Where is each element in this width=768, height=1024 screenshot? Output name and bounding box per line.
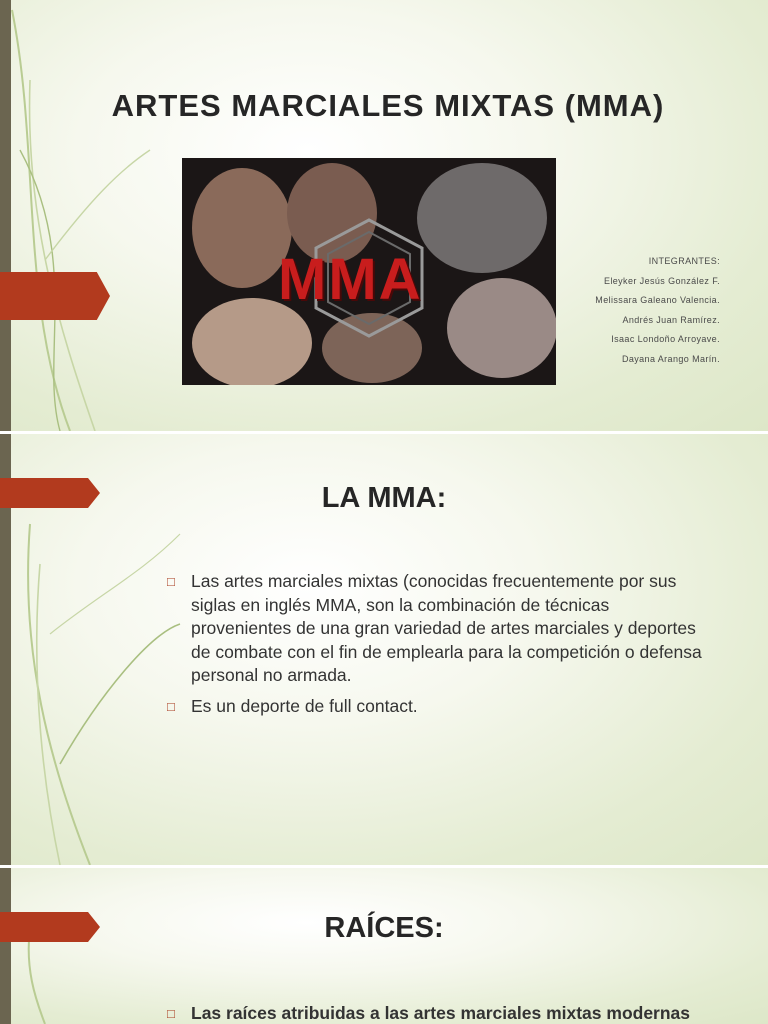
square-bullet-icon: □ [167,1006,175,1021]
square-bullet-icon: □ [167,698,175,714]
list-item [167,570,712,688]
members-list [595,252,720,369]
member-name: Andrés Juan Ramírez. [622,314,720,325]
list-item [167,1002,712,1024]
members-heading: INTEGRANTES: [648,256,720,266]
bullet-text: Las raíces atribuidas a las artes marciales mixtas modernas [191,1003,691,1023]
list-item [167,695,712,719]
member-name: Isaac Londoño Arroyave. [611,334,720,344]
mma-photo [182,158,556,385]
accent-tab [0,272,110,320]
member-name: Dayana Arango Marín. [621,353,720,364]
member-name: Melissara Galeano Valencia. [595,295,720,305]
bullet-text: Es un deporte de full contact. [191,695,418,716]
slide-heading: RAÍCES: [324,912,444,944]
bullet-list [167,1002,712,1024]
slide-la-mma [0,434,768,865]
member-name: Eleyker Jesús González F. [603,275,720,286]
slide-title [0,0,768,431]
tendril-decoration [0,0,160,431]
slide-raices [0,868,768,1024]
tendril-decoration [0,868,120,1024]
page-title: ARTES MARCIALES MIXTAS (MMA) [111,88,665,123]
square-bullet-icon: □ [167,574,175,589]
slide-heading: LA MMA: [321,482,447,514]
bullet-text: Las artes marciales mixtas (conocidas frecuentemente por sus siglas en inglés MMA, son la combinación de técnicas provenientes de una gran variedad de artes marciales y deportes de combate con el fin de emplearla para la competición o defensa personal no armada. [191,571,702,685]
bullet-list [167,570,712,725]
mma-logo-text: MMA [278,247,423,312]
